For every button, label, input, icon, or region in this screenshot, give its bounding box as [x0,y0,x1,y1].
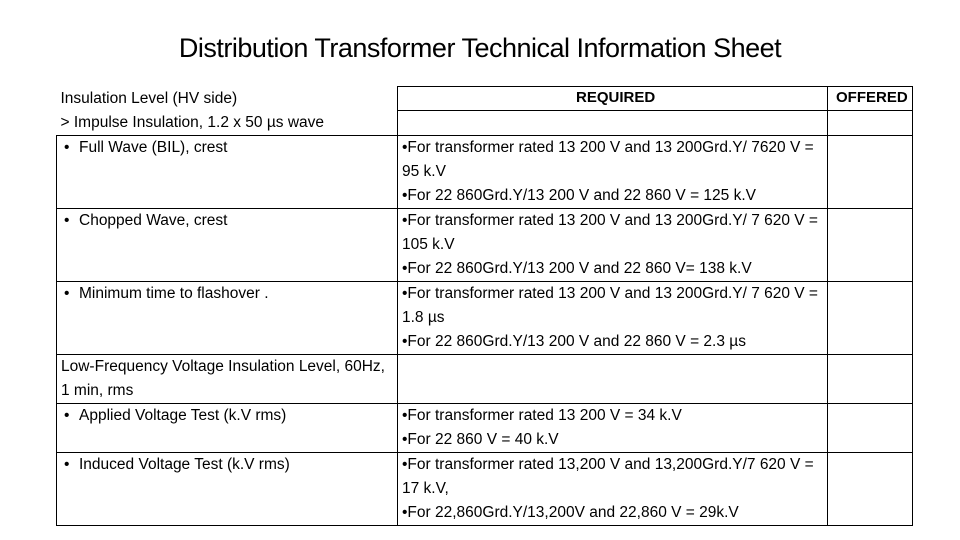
offered-cell [828,111,913,136]
offered-cell [828,208,913,281]
required-line: •For 22 860Grd.Y/13 200 V and 22 860 V = 125 k.V [402,186,756,204]
required-column-header: REQUIRED [576,89,656,106]
param-bullet: • Chopped Wave, crest [61,209,393,233]
param-cell [57,452,398,525]
param-cell [57,135,398,208]
required-line: •For 22 860Grd.Y/13 200 V and 22 860 V = 2.3 µs [402,332,746,350]
page-title: Distribution Transformer Technical Information Sheet [178,33,782,63]
param-bullet: • Full Wave (BIL), crest [61,136,393,160]
param-cell: Low-Frequency Voltage Insulation Level, 60Hz, 1 min, rms [57,354,398,403]
required-line: •For 22 860Grd.Y/13 200 V and 22 860 V= 138 k.V [402,259,752,277]
table-row [57,87,913,111]
offered-cell [828,452,913,525]
offered-cell [828,87,913,111]
required-cell [398,208,828,281]
required-line: •For 22 860 V = 40 k.V [402,430,559,448]
table-row [57,452,913,525]
required-line: •For transformer rated 13 200 V and 13 200Grd.Y/ 7 620 V = 1.8 µs [402,284,818,326]
table-row [57,135,913,208]
param-bullet: • Induced Voltage Test (k.V rms) [61,453,393,477]
table-row [57,111,913,136]
param-cell: Insulation Level (HV side) [60,89,238,107]
required-line: •For transformer rated 13 200 V and 13 200Grd.Y/ 7 620 V = 105 k.V [402,211,818,253]
table-row [57,208,913,281]
table-row [57,354,913,403]
required-line: •For transformer rated 13,200 V and 13,200Grd.Y/7 620 V = 17 k.V, [402,455,814,497]
required-cell [398,354,828,403]
required-line: •For 22,860Grd.Y/13,200V and 22,860 V = 29k.V [402,503,739,521]
required-cell [398,281,828,354]
offered-cell [828,403,913,452]
required-cell [398,403,828,452]
offered-column-header: OFFERED [836,89,908,106]
required-line: •For transformer rated 13 200 V = 34 k.V [402,406,682,424]
required-line: •For transformer rated 13 200 V and 13 200Grd.Y/ 7620 V = 95 k.V [402,138,814,180]
required-cell [398,135,828,208]
offered-cell [828,135,913,208]
param-cell: > Impulse Insulation, 1.2 x 50 µs wave [60,113,325,131]
required-cell [398,87,828,111]
technical-info-table [56,86,913,526]
param-cell [57,281,398,354]
param-cell [57,208,398,281]
param-bullet: • Minimum time to flashover . [61,282,393,306]
table-row [57,281,913,354]
table-row [57,403,913,452]
required-cell [398,452,828,525]
offered-cell [828,354,913,403]
param-bullet: • Applied Voltage Test (k.V rms) [61,404,393,428]
required-cell [398,111,828,136]
offered-cell [828,281,913,354]
param-cell [57,403,398,452]
